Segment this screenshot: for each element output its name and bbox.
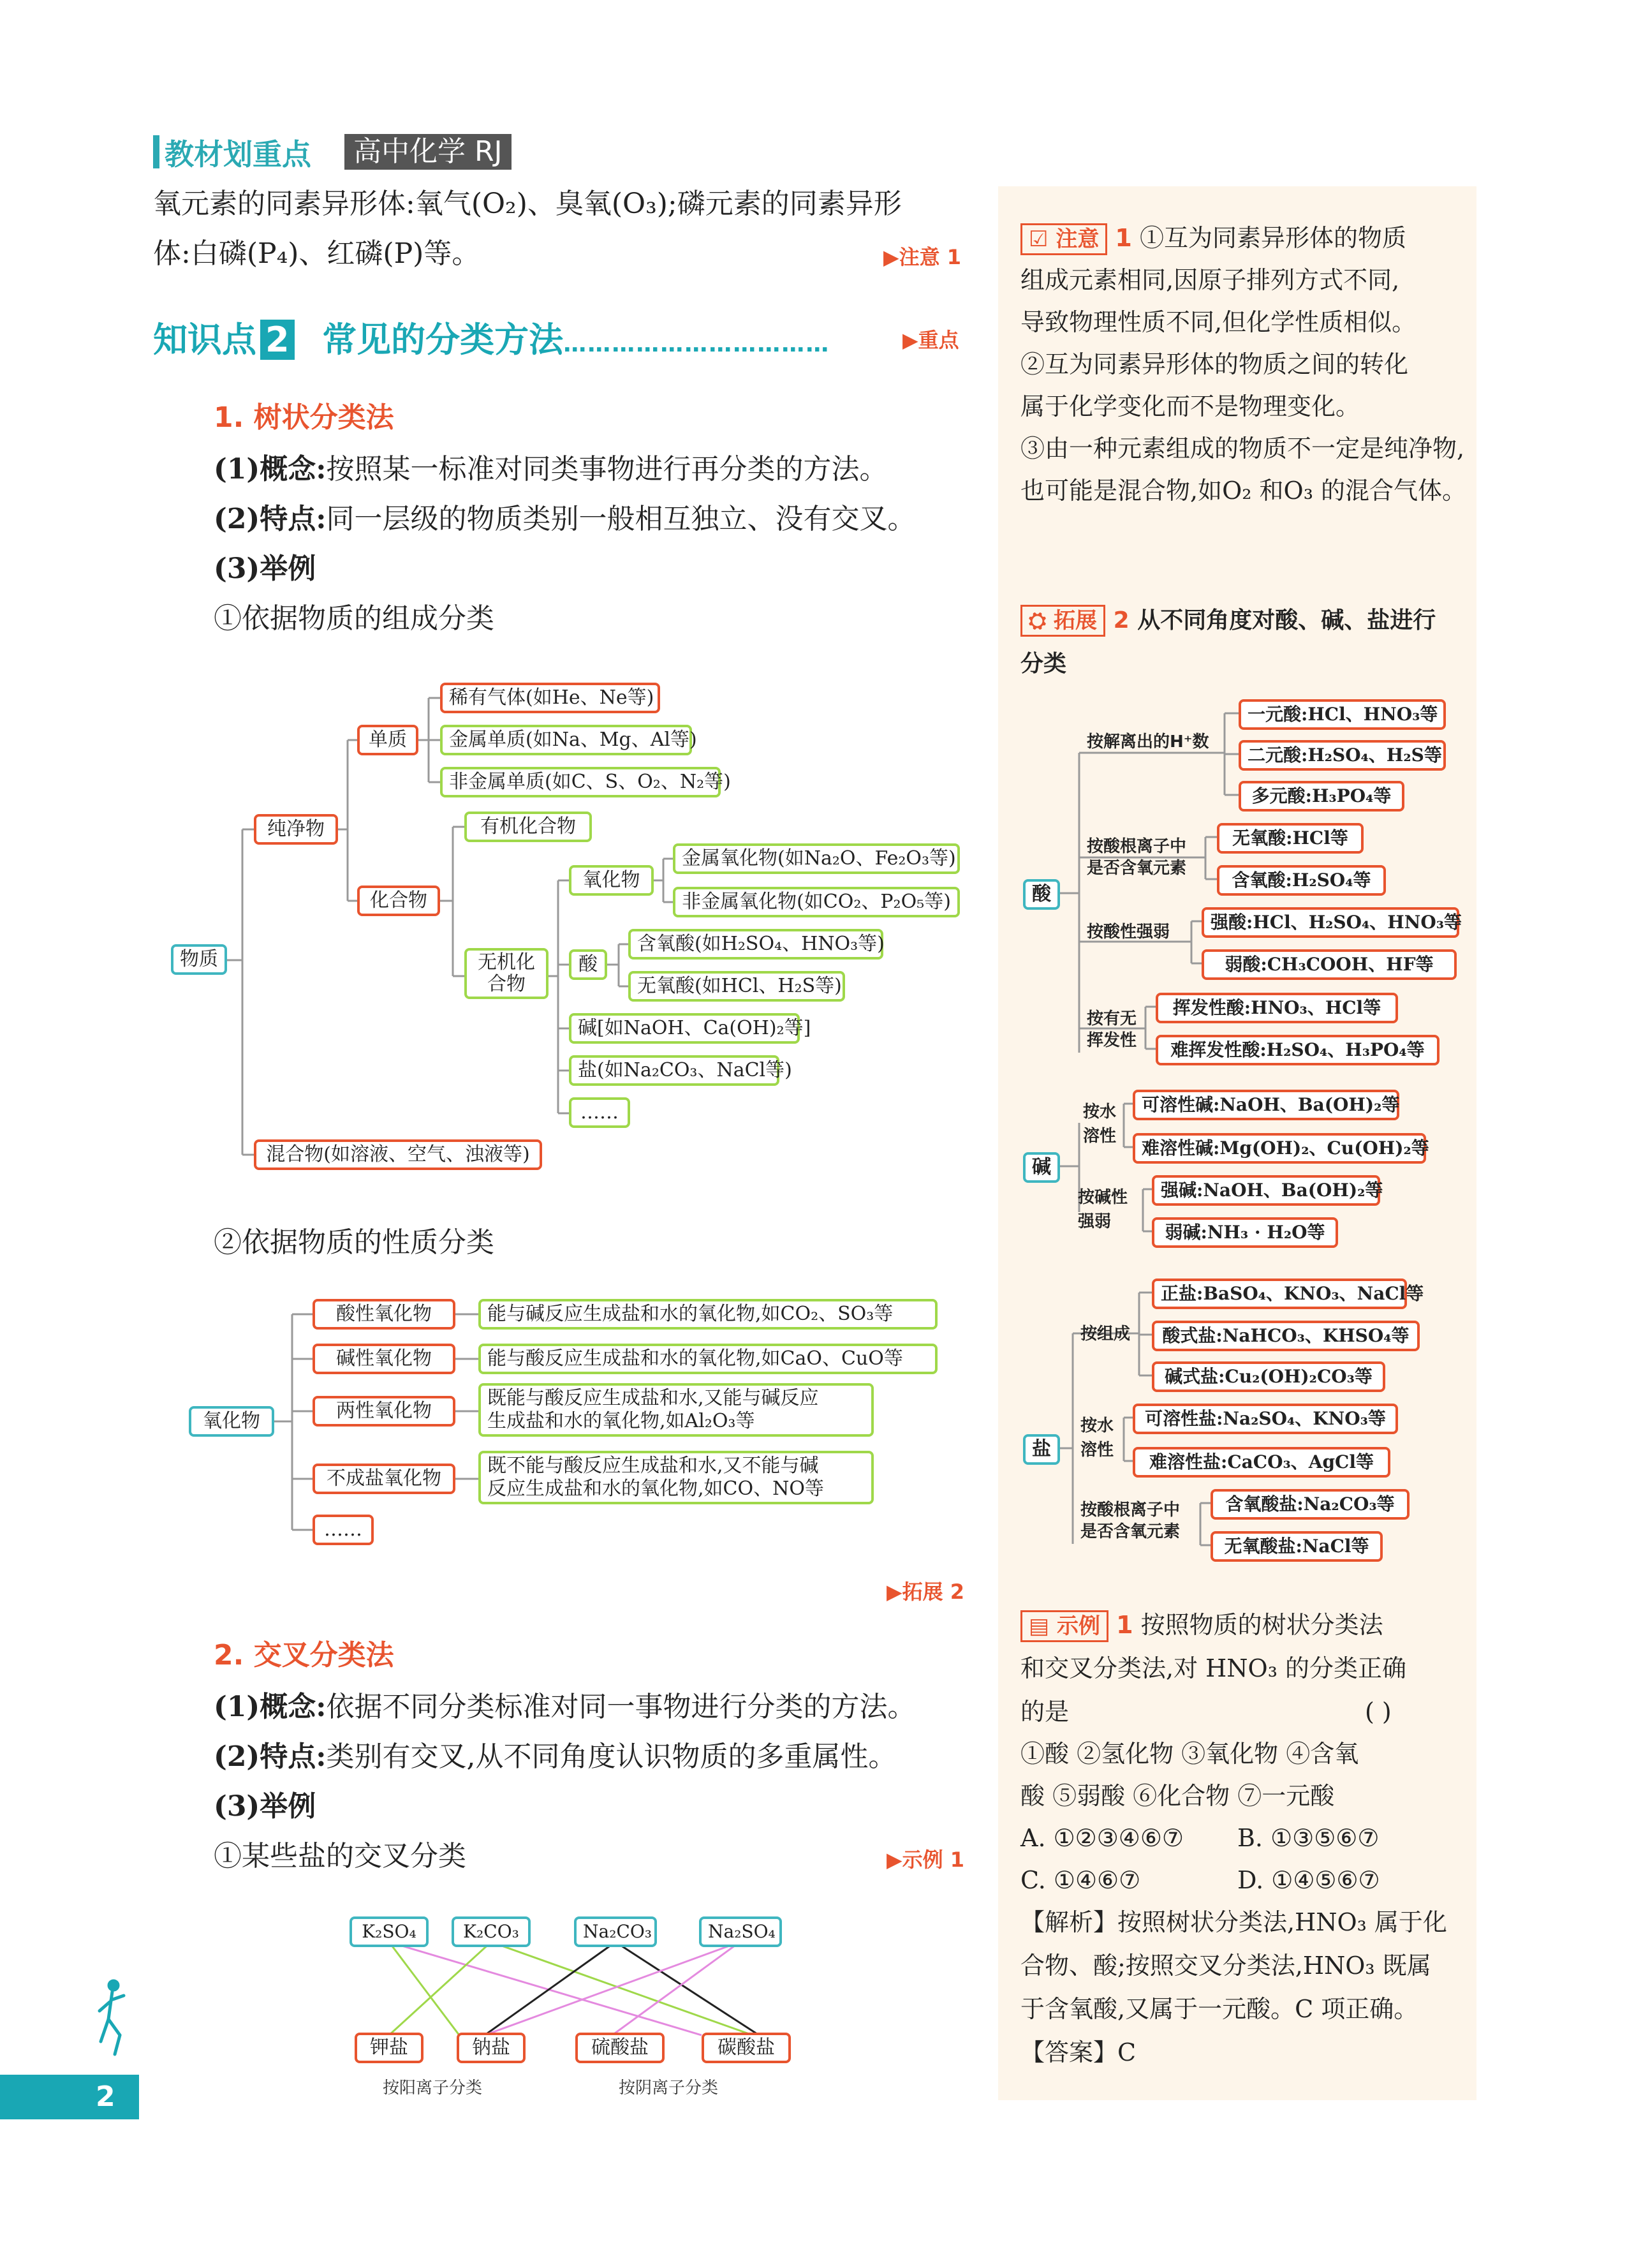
node-element: 单质 xyxy=(357,725,418,755)
ext2-acid-item-7: 挥发性酸:HNO₃、HCl等 xyxy=(1156,993,1398,1023)
intro-line-1: 氧元素的同素异形体:氧气(O₂)、臭氧(O₃);磷元素的同素异形 xyxy=(153,188,902,220)
kp2-label: 知识点 xyxy=(153,320,256,360)
ext2-salt-c3a: 按酸根离子中 xyxy=(1080,1501,1181,1520)
note1-line-3: ②互为同素异形体的物质之间的转化 xyxy=(1020,350,1409,378)
example1-choice-a[interactable]: A. ①②③④⑥⑦ xyxy=(1020,1824,1184,1852)
node-oxyacid: 含氧酸(如H₂SO₄、HNO₃等) xyxy=(628,929,883,960)
ext2-acid-item-4: 含氧酸:H₂SO₄等 xyxy=(1217,865,1386,896)
note1-line-4: 属于化学变化而不是物理变化。 xyxy=(1020,392,1360,420)
ext2-salt-c1: 按组成 xyxy=(1080,1324,1131,1344)
tree-example-key: (3)举例 xyxy=(214,552,316,585)
ext2-title1: 从不同角度对酸、碱、盐进行 xyxy=(1137,607,1436,634)
cross-example-key: (3)举例 xyxy=(214,1790,316,1823)
focus-ref[interactable]: ▶重点 xyxy=(902,328,959,352)
desc-acidic-oxide: 能与碱反应生成盐和水的氧化物,如CO₂、SO₃等 xyxy=(478,1299,938,1330)
note1-line-1: 组成元素相同,因原子排列方式不同, xyxy=(1020,266,1400,294)
ext2-acid-item-0: 一元酸:HCl、HNO₃等 xyxy=(1239,699,1446,730)
cross-concept-text: 依据不同分类标准对同一事物进行分类的方法。 xyxy=(326,1691,916,1723)
ext2-base-item-3: 弱碱:NH₃ · H₂O等 xyxy=(1152,1217,1338,1248)
desc-amphoteric-line1: 既能与酸反应生成盐和水,又能与碱反应 xyxy=(487,1387,819,1409)
example1-line-1: 和交叉分类法,对 HNO₃ 的分类正确 xyxy=(1020,1654,1407,1682)
tree-sub2: ②依据物质的性质分类 xyxy=(214,1226,494,1259)
ext2-base-item-0: 可溶性碱:NaOH、Ba(OH)₂等 xyxy=(1133,1090,1399,1120)
cross-feature-key: (2)特点: xyxy=(214,1740,327,1773)
cross-sulfate: 硫酸盐 xyxy=(575,2033,665,2063)
cross-k2co3: K₂CO₃ xyxy=(452,1916,531,1947)
node-base: 碱[如NaOH、Ca(OH)₂等] xyxy=(569,1013,800,1044)
example1-choice-c[interactable]: C. ①④⑥⑦ xyxy=(1020,1866,1141,1894)
ext2-base-c2b: 强弱 xyxy=(1078,1212,1112,1231)
tree-sub1: ①依据物质的组成分类 xyxy=(214,602,494,635)
ext2-acid-root: 酸 xyxy=(1023,879,1060,910)
desc-amphoteric-line2: 生成盐和水的氧化物,如Al₂O₃等 xyxy=(487,1410,755,1432)
tree-feature-text: 同一层级的物质类别一般相互独立、没有交叉。 xyxy=(326,503,916,535)
example1-tag-label: 示例 xyxy=(1056,1613,1100,1639)
ext2-base-c1b: 溶性 xyxy=(1083,1127,1117,1146)
note1-line-0: ①互为同素异形体的物质 xyxy=(1139,224,1406,252)
ext2-acid-item-3: 无氧酸:HCl等 xyxy=(1217,823,1364,854)
ext2-salt-item-4: 难溶性盐:CaCO₃、AgCl等 xyxy=(1133,1447,1390,1478)
cross-caption-cation: 按阳离子分类 xyxy=(383,2079,483,2098)
node-metal-oxide: 金属氧化物(如Na₂O、Fe₂O₃等) xyxy=(673,843,960,874)
node-amphoteric-oxide: 两性氧化物 xyxy=(313,1396,455,1427)
node-substance: 物质 xyxy=(171,944,227,975)
node-mixture: 混合物(如溶液、空气、浊液等) xyxy=(254,1139,542,1170)
cross-sub1: ①某些盐的交叉分类 xyxy=(214,1840,466,1872)
ext2-acid-c4a: 按有无 xyxy=(1087,1009,1137,1028)
note1-line-6: 也可能是混合物,如O₂ 和O₃ 的混合气体。 xyxy=(1020,477,1467,505)
desc-nonsalt-line1: 既不能与酸反应生成盐和水,又不能与碱 xyxy=(487,1455,819,1477)
cross-feature-text: 类别有交叉,从不同角度认识物质的多重属性。 xyxy=(326,1740,897,1773)
ext2-num: 2 xyxy=(1113,607,1130,634)
example1-answer: 【答案】C xyxy=(1020,2038,1137,2066)
ext2-salt-item-2: 碱式盐:Cu₂(OH)₂CO₃等 xyxy=(1152,1361,1385,1392)
node-metal: 金属单质(如Na、Mg、Al等) xyxy=(440,725,692,755)
example1-analysis-2: 于含氧酸,又属于一元酸。C 项正确。 xyxy=(1020,1995,1418,2023)
tree-concept-key: (1)概念: xyxy=(214,453,327,485)
example1-choice-b[interactable]: B. ①③⑤⑥⑦ xyxy=(1237,1824,1380,1852)
node-oxide-root: 氧化物 xyxy=(189,1406,274,1437)
ext2-salt-item-6: 无氧酸盐:NaCl等 xyxy=(1211,1531,1383,1562)
example1-num: 1 xyxy=(1116,1611,1133,1639)
cross-sodium-salt: 钠盐 xyxy=(457,2033,526,2063)
cross-potassium-salt: 钾盐 xyxy=(355,2033,423,2063)
document-icon: ▤ xyxy=(1029,1613,1057,1639)
example-ref-1[interactable]: ▶示例 1 xyxy=(887,1848,965,1872)
cross-k2so4: K₂SO₄ xyxy=(350,1916,429,1947)
node-acidic-oxide: 酸性氧化物 xyxy=(313,1299,455,1330)
node-oxide: 氧化物 xyxy=(569,865,654,896)
cross-na2co3: Na₂CO₃ xyxy=(574,1916,657,1947)
node-salt: 盐(如Na₂CO₃、NaCl等) xyxy=(569,1055,779,1086)
ext2-salt-item-0: 正盐:BaSO₄、KNO₃、NaCl等 xyxy=(1152,1279,1407,1309)
node-etc: …… xyxy=(569,1097,630,1128)
subject-label: 高中化学 RJ xyxy=(344,134,512,170)
note1-line-5: ③由一种元素组成的物质不一定是纯净物, xyxy=(1020,434,1465,463)
ext2-base-item-2: 强碱:NaOH、Ba(OH)₂等 xyxy=(1152,1175,1380,1206)
page-number: 2 xyxy=(0,2075,139,2119)
node-inorganic-text: 无机化合物 xyxy=(478,951,535,995)
ext2-base-c1a: 按水 xyxy=(1083,1102,1117,1122)
alert-icon: ☑ xyxy=(1029,226,1056,252)
example1-tag xyxy=(1020,1610,1108,1642)
ext2-acid-c1: 按解离出的H⁺数 xyxy=(1087,732,1209,752)
node-pure: 纯净物 xyxy=(254,814,338,845)
cross-concept-key: (1)概念: xyxy=(214,1691,327,1723)
node-nonsalt-oxide: 不成盐氧化物 xyxy=(313,1464,455,1494)
ext2-salt-c2b: 溶性 xyxy=(1080,1441,1114,1460)
ext2-acid-c4b: 挥发性 xyxy=(1087,1031,1137,1050)
desc-basic-oxide: 能与酸反应生成盐和水的氧化物,如CaO、CuO等 xyxy=(478,1344,938,1374)
ext2-base-c2a: 按碱性 xyxy=(1078,1188,1128,1207)
kp2-dots: …………………………… xyxy=(563,331,830,357)
kp2-heading: 常见的分类方法 xyxy=(322,320,564,360)
desc-nonsalt-line2: 反应生成盐和水的氧化物,如CO、NO等 xyxy=(487,1478,824,1500)
cross-method-title: 2. 交叉分类法 xyxy=(214,1639,394,1671)
kp2-number: 2 xyxy=(260,320,295,360)
tree-method-title: 1. 树状分类法 xyxy=(214,401,394,434)
note1-line-2: 导致物理性质不同,但化学性质相似。 xyxy=(1020,308,1417,336)
node-oxide-etc: …… xyxy=(313,1515,374,1545)
example1-line-2: 的是 xyxy=(1020,1698,1070,1726)
example1-options-1: ①酸 ②氢化物 ③氧化物 ④含氧 xyxy=(1020,1740,1359,1768)
example1-choice-d[interactable]: D. ①④⑤⑥⑦ xyxy=(1237,1866,1380,1894)
example1-first-line xyxy=(1020,1604,1383,1646)
ext2-salt-c2a: 按水 xyxy=(1080,1416,1114,1435)
node-acid: 酸 xyxy=(569,949,607,980)
example1-line-0: 按照物质的树状分类法 xyxy=(1140,1611,1383,1639)
node-organic: 有机化合物 xyxy=(464,812,592,842)
ext2-acid-item-1: 二元酸:H₂SO₄、H₂S等 xyxy=(1239,740,1446,771)
ext2-acid-c2b: 是否含氧元素 xyxy=(1087,859,1187,878)
example1-analysis-0: 【解析】按照树状分类法,HNO₃ 属于化 xyxy=(1020,1908,1447,1936)
intro-line-2: 体:白磷(P₄)、红磷(P)等。 xyxy=(153,237,480,270)
node-compound: 化合物 xyxy=(357,886,440,916)
ext2-title2: 分类 xyxy=(1020,651,1067,677)
ext2-salt-item-1: 酸式盐:NaHCO₃、KHSO₄等 xyxy=(1152,1321,1420,1351)
note-ref-1[interactable]: ▶注意 1 xyxy=(883,245,962,269)
note1-num: 1 xyxy=(1115,224,1132,252)
ext2-base-item-1: 难溶性碱:Mg(OH)₂、Cu(OH)₂等 xyxy=(1133,1133,1426,1164)
ext2-acid-c2a: 按酸根离子中 xyxy=(1087,837,1187,856)
node-basic-oxide: 碱性氧化物 xyxy=(313,1344,455,1374)
ext2-acid-item-5: 强酸:HCl、H₂SO₄、HNO₃等 xyxy=(1202,907,1459,938)
ext2-base-root: 碱 xyxy=(1023,1152,1060,1183)
example1-analysis-1: 合物、酸;按照交叉分类法,HNO₃ 既属 xyxy=(1020,1952,1431,1980)
ext2-acid-item-8: 难挥发性酸:H₂SO₄、H₃PO₄等 xyxy=(1156,1035,1439,1065)
example1-answer-paren: ( ) xyxy=(1365,1698,1392,1726)
node-nonmetal: 非金属单质(如C、S、O₂、N₂等) xyxy=(440,767,721,797)
ext2-salt-item-5: 含氧酸盐:Na₂CO₃等 xyxy=(1211,1489,1410,1520)
ext2-tag-label: 拓展 xyxy=(1054,608,1098,634)
node-noble: 稀有气体(如He、Ne等) xyxy=(440,683,660,713)
cross-na2so4: Na₂SO₄ xyxy=(699,1916,782,1947)
cross-carbonate: 碳酸盐 xyxy=(702,2033,791,2063)
series-title: 教材划重点 xyxy=(165,137,311,172)
tree-feature-key: (2)特点: xyxy=(214,503,327,535)
tree-concept-text: 按照某一标准对同类事物进行再分类的方法。 xyxy=(326,453,888,485)
cross-caption-anion: 按阴离子分类 xyxy=(619,2079,719,2098)
ext2-salt-c3b: 是否含氧元素 xyxy=(1080,1522,1181,1541)
example1-options-2: 酸 ⑤弱酸 ⑥化合物 ⑦一元酸 xyxy=(1020,1782,1335,1810)
note1-tag-label: 注意 xyxy=(1056,226,1100,252)
ext2-acid-item-6: 弱酸:CH₃COOH、HF等 xyxy=(1202,949,1457,980)
ext2-acid-c3: 按酸性强弱 xyxy=(1087,923,1170,942)
ext2-acid-item-2: 多元酸:H₃PO₄等 xyxy=(1239,781,1404,812)
toolbox-icon: ⛭ xyxy=(1029,608,1054,634)
node-nonoxyacid: 无氧酸(如HCl、H₂S等) xyxy=(628,971,845,1002)
node-nonmetal-oxide: 非金属氧化物(如CO₂、P₂O₅等) xyxy=(673,887,960,917)
ext2-salt-root: 盐 xyxy=(1023,1434,1060,1465)
ext2-salt-item-3: 可溶性盐:Na₂SO₄、KNO₃等 xyxy=(1133,1404,1398,1434)
extension-ref-2[interactable]: ▶拓展 2 xyxy=(887,1580,965,1604)
